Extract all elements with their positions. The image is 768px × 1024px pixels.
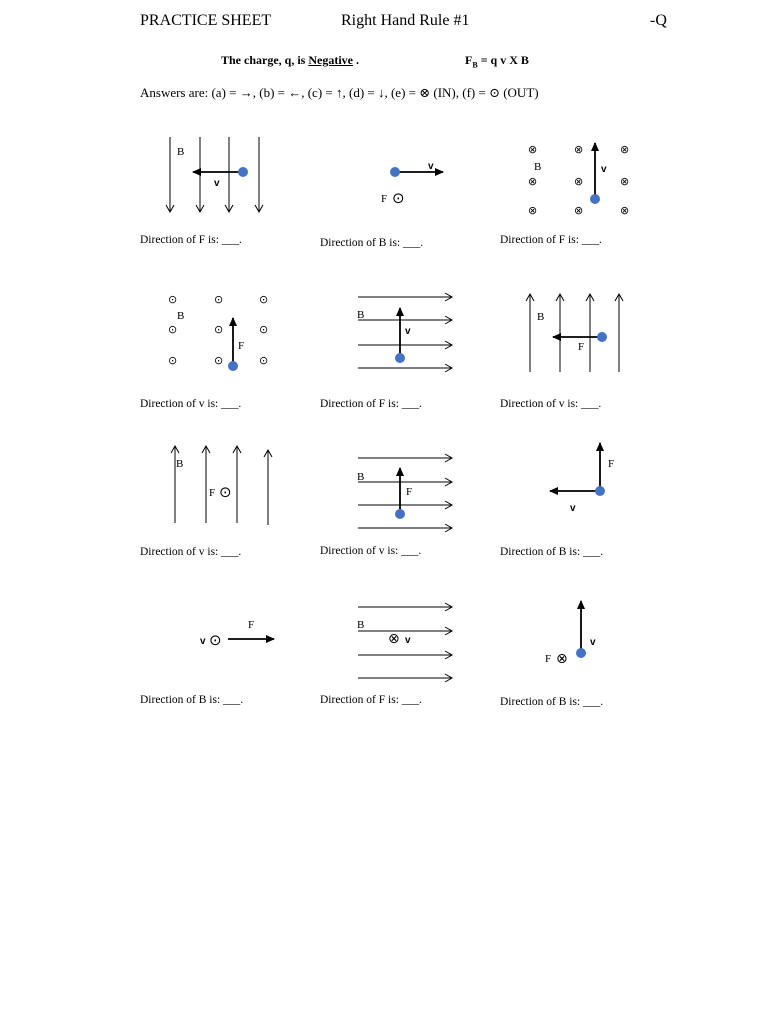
f-label: F: [545, 653, 552, 665]
prompt-11: Direction of F is: ___.: [320, 694, 422, 706]
b-label: B: [357, 309, 365, 321]
charge-sign-header: -Q: [650, 12, 667, 29]
figure-7: [175, 446, 268, 525]
charge-dot: [595, 486, 605, 496]
charge-dot: [576, 648, 586, 658]
prompt-12: Direction of B is: ___.: [500, 696, 604, 708]
figure-10: [200, 619, 274, 649]
into-page-symbol: ⊗: [388, 631, 400, 647]
charge-dot: [597, 332, 607, 342]
f-label: F: [238, 340, 245, 352]
out-of-page-symbol: ⊙: [168, 354, 178, 367]
sheet-topic: Right Hand Rule #1: [341, 12, 470, 29]
v-label: v: [601, 164, 607, 175]
charge-dot: [395, 509, 405, 519]
out-of-page-symbol: ⊙: [168, 323, 178, 336]
figure-3: [528, 143, 629, 217]
figure-8: [357, 458, 452, 528]
b-label: B: [357, 619, 365, 631]
answer-key: Answers are: (a) = →, (b) = ←, (c) = ↑, (d) = ↓, (e) = ⊗ (IN), (f) = ⊙ (OUT): [140, 85, 539, 100]
v-label: v: [405, 326, 411, 337]
charge-dot: [238, 167, 248, 177]
out-of-page-symbol: ⊙: [214, 293, 224, 306]
into-page-symbol: ⊗: [574, 143, 584, 156]
into-page-symbol: ⊗: [620, 175, 630, 188]
out-of-page-symbol: ⊙: [209, 631, 222, 649]
figure-9: [550, 443, 614, 514]
into-page-symbol: ⊗: [574, 175, 584, 188]
prompt-6: Direction of v is: ___.: [500, 398, 602, 410]
into-page-symbol: ⊗: [620, 143, 630, 156]
out-of-page-symbol: ⊙: [259, 323, 269, 336]
figure-11: [357, 607, 452, 678]
b-label: B: [357, 471, 365, 483]
figure-5: [357, 297, 452, 368]
formula-sub: B: [472, 60, 478, 70]
f-label: F: [209, 487, 216, 499]
v-label: v: [590, 637, 596, 648]
out-of-page-symbol: ⊙: [168, 293, 178, 306]
prompt-8: Direction of v is: ___.: [320, 545, 422, 557]
prompt-1: Direction of F is: ___.: [140, 234, 242, 246]
prompt-2: Direction of B is: ___.: [320, 237, 424, 249]
prompt-10: Direction of B is: ___.: [140, 694, 244, 706]
v-label: v: [428, 161, 434, 172]
f-label: F: [406, 486, 413, 498]
formula-f: F: [465, 53, 473, 67]
charge-dot: [395, 353, 405, 363]
figure-4: [168, 293, 268, 371]
into-page-symbol: ⊗: [528, 204, 538, 217]
into-page-symbol: ⊗: [528, 143, 538, 156]
figure-1: [170, 137, 259, 212]
formula-rest: = q v X B: [477, 53, 529, 67]
out-of-page-symbol: ⊙: [392, 189, 405, 207]
charge-sign: Negative: [308, 53, 353, 67]
figure-6: [530, 294, 619, 372]
figure-12: [545, 601, 596, 667]
out-of-page-symbol: ⊙: [214, 323, 224, 336]
f-label: F: [608, 458, 615, 470]
charge-dot: [390, 167, 400, 177]
b-label: B: [177, 310, 185, 322]
b-label: B: [176, 458, 184, 470]
f-label: F: [381, 193, 388, 205]
charge-prefix: The charge, q, is: [221, 53, 306, 67]
out-of-page-symbol: ⊙: [219, 483, 232, 501]
f-label: F: [578, 341, 585, 353]
prompt-7: Direction of v is: ___.: [140, 546, 242, 558]
prompt-3: Direction of F is: ___.: [500, 234, 602, 246]
v-label: v: [405, 635, 411, 646]
charge-dot: [590, 194, 600, 204]
figure-2: [381, 161, 443, 207]
into-page-symbol: ⊗: [574, 204, 584, 217]
into-page-symbol: ⊗: [528, 175, 538, 188]
b-label: B: [537, 311, 545, 323]
prompt-9: Direction of B is: ___.: [500, 546, 604, 558]
v-label: v: [214, 178, 220, 189]
charge-suffix: .: [356, 53, 359, 67]
sheet-title: PRACTICE SHEET: [140, 12, 272, 29]
b-label: B: [177, 146, 185, 158]
out-of-page-symbol: ⊙: [259, 293, 269, 306]
prompt-4: Direction of v is: ___.: [140, 398, 242, 410]
charge-dot: [228, 361, 238, 371]
out-of-page-symbol: ⊙: [259, 354, 269, 367]
v-label: v: [200, 636, 206, 647]
into-page-symbol: ⊗: [620, 204, 630, 217]
v-label: v: [570, 503, 576, 514]
into-page-symbol: ⊗: [556, 651, 568, 667]
f-label: F: [248, 619, 255, 631]
b-label: B: [534, 161, 542, 173]
out-of-page-symbol: ⊙: [214, 354, 224, 367]
prompt-5: Direction of F is: ___.: [320, 398, 422, 410]
